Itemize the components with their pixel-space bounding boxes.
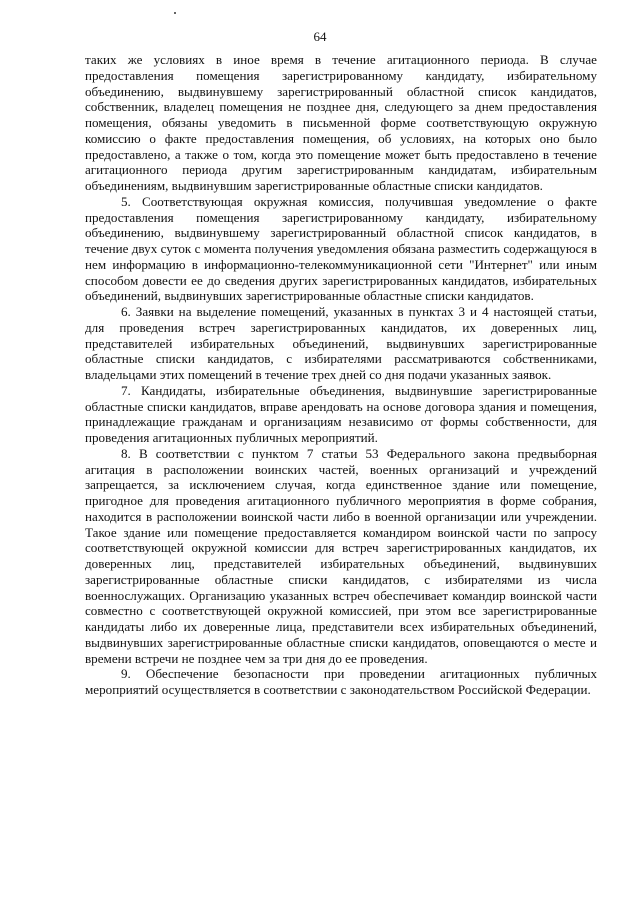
paragraph-9: 9. Обеспечение безопасности при проведении агитационных публичных мероприятий осуществляется в соответствии с законодательством Российской Федерации. <box>85 666 597 697</box>
paragraph-7: 7. Кандидаты, избирательные объединения, выдвинувшие зарегистрированные областные списки кандидатов, вправе арендовать на основе договора здания и помещения, принадлежащие гражданам и организациям независимо от формы собственности, для проведения агитационных публичных мероприятий. <box>85 382 597 445</box>
page-number: 64 <box>313 29 327 44</box>
paragraph-continuation: таких же условиях в иное время в течение агитационного периода. В случае предоставления помещения зарегистрированному кандидату, избирательному объединению, выдвинувшему зарегистрированный областной список кандидатов, собственник, владелец помещения не позднее дня, следующего за днем предоставления помещения, обязаны уведомить в письменной форме соответствующую окружную комиссию о факте предоставления помещения, об условиях, на которых оно было предоставлено, а также о том, когда это помещение может быть предоставлено в течение агитационного периода другим зарегистрированным кандидатам, избирательным объединениям, выдвинувшим зарегистрированные областные списки кандидатов. <box>85 52 597 193</box>
paragraph-8: 8. В соответствии с пунктом 7 статьи 53 Федерального закона предвыборная агитация в расположении воинских частей, военных организаций и учреждений запрещается, за исключением случая, когда единственное здание или помещение, пригодное для проведения агитационного публичного мероприятия в форме собрания, находится в расположении воинской части либо в военной организации или учреждении. Такое здание или помещение предоставляется командиром воинской части по запросу соответствующей окружной комиссии для встреч зарегистрированных кандидатов, их доверенных лиц, представителей избирательных объединений, выдвинувших зарегистрированные областные списки кандидатов, с избирателями из числа военнослужащих. Организацию указанных встреч обеспечивает командир воинской части совместно с соответствующей окружной комиссией, при этом все зарегистрированные кандидаты либо их доверенные лица, представители всех избирательных объединений, выдвинувших зарегистрированные областные списки кандидатов, оповещаются о месте и времени встречи не позднее чем за три дня до ее проведения. <box>85 445 597 666</box>
document-body <box>85 52 597 698</box>
scan-dot-top <box>174 12 176 14</box>
paragraph-6: 6. Заявки на выделение помещений, указанных в пунктах 3 и 4 настоящей статьи, для проведения встреч зарегистрированных кандидатов, их доверенных лиц, представителей избирательных объединений, выдвинувших зарегистрированные областные списки кандидатов, с избирателями рассматриваются собственниками, владельцами этих помещений в течение трех дней со дня подачи указанных заявок. <box>85 304 597 382</box>
paragraph-5: 5. Соответствующая окружная комиссия, получившая уведомление о факте предоставления помещения зарегистрированному кандидату, избирательному объединению, выдвинувшему зарегистрированный областной список кандидатов, в течение двух суток с момента получения уведомления обязана разместить содержащуюся в нем информацию в информационно-телекоммуникационной сети "Интернет" или иным способом довести ее до сведения других зарегистрированных кандидатов, избирательных объединений, выдвинувших зарегистрированные областные списки кандидатов. <box>85 193 597 304</box>
